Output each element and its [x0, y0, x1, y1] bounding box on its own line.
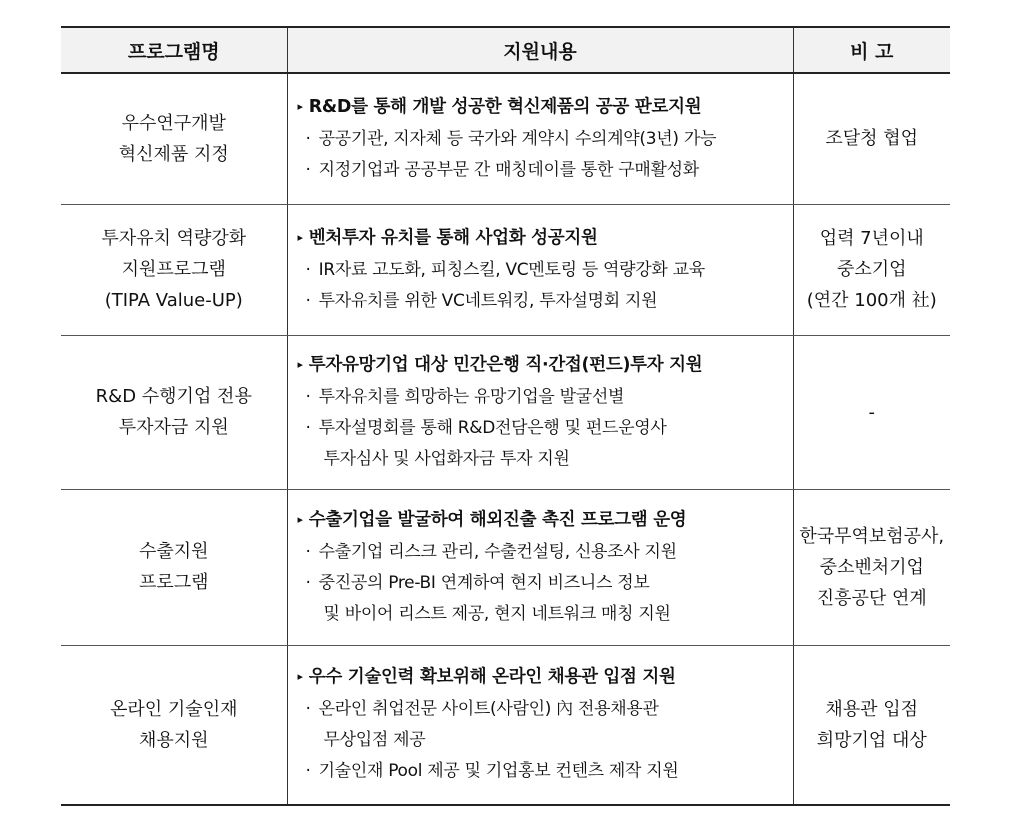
support-content-cell — [287, 489, 793, 645]
header-remarks: 비 고 — [793, 27, 950, 73]
content-item-continuation: 무상입점 제공 — [323, 730, 426, 751]
content-item: · 온라인 취업전문 사이트(사람인) 內 전용채용관 — [305, 699, 659, 720]
program-name-line: 수출지원 — [138, 541, 209, 562]
program-name-cell — [61, 645, 287, 805]
content-heading: ▸ 투자유망기업 대상 민간은행 직·간접(펀드)투자 지원 — [297, 354, 703, 375]
content-item: · IR자료 고도화, 피칭스킬, VC멘토링 등 역량강화 교육 — [305, 259, 705, 280]
table-row — [61, 489, 950, 645]
content-heading: ▸ 우수 기술인력 확보위해 온라인 채용관 입점 지원 — [297, 667, 676, 688]
remarks-line: 희망기업 대상 — [816, 729, 927, 751]
table-row — [61, 73, 950, 204]
program-name-line: R&D 수행기업 전용 — [95, 386, 252, 407]
table-row — [61, 335, 950, 489]
triangle-bullet-icon: ▸ — [297, 230, 303, 244]
program-name-line: 프로그램 — [138, 572, 209, 593]
remarks-cell — [793, 489, 950, 645]
dot-bullet-icon: · — [305, 159, 311, 180]
support-content-cell — [287, 335, 793, 489]
dot-bullet-icon: · — [305, 417, 311, 438]
remarks-line: 채용관 입점 — [825, 698, 919, 720]
remarks-cell — [793, 204, 950, 335]
dot-bullet-icon: · — [305, 541, 311, 562]
remarks-cell — [793, 335, 950, 489]
content-item: · 지정기업과 공공부문 간 매칭데이를 통한 구매활성화 — [305, 159, 699, 180]
content-item: · 기술인재 Pool 제공 및 기업홍보 컨텐츠 제작 지원 — [305, 761, 679, 782]
header-support-content: 지원내용 — [287, 27, 793, 73]
program-name-line: 혁신제품 지정 — [118, 143, 229, 165]
remarks-line: (연간 100개 社) — [806, 290, 937, 311]
remarks-line: 업력 7년이내 — [819, 228, 924, 249]
content-heading: ▸ R&D를 통해 개발 성공한 혁신제품의 공공 판로지원 — [297, 96, 702, 117]
triangle-bullet-icon: ▸ — [297, 670, 303, 684]
program-name-line: 우수연구개발 — [121, 112, 226, 134]
program-name-cell — [61, 489, 287, 645]
remarks-cell — [793, 73, 950, 204]
support-content-cell — [287, 645, 793, 805]
content-item: · 중진공의 Pre-BI 연계하여 현지 비즈니스 정보 — [305, 572, 650, 593]
header-program-name: 프로그램명 — [61, 27, 287, 73]
dot-bullet-icon: · — [305, 259, 311, 280]
content-heading: ▸ 벤처투자 유치를 통해 사업화 성공지원 — [297, 227, 598, 248]
triangle-bullet-icon: ▸ — [297, 512, 303, 526]
content-heading: ▸ 수출기업을 발굴하여 해외진출 촉진 프로그램 운영 — [297, 509, 687, 530]
content-item: · 수출기업 리스크 관리, 수출컨설팅, 신용조사 지원 — [305, 541, 677, 562]
program-name-line: 투자자금 지원 — [118, 417, 229, 438]
program-name-cell — [61, 204, 287, 335]
program-name-line: 투자유치 역량강화 — [101, 228, 247, 249]
remarks-line: 중소벤처기업 — [819, 556, 924, 578]
dot-bullet-icon: · — [305, 699, 311, 720]
program-name-line: 채용지원 — [138, 729, 209, 751]
remarks-line: 조달청 협업 — [825, 128, 919, 150]
triangle-bullet-icon: ▸ — [297, 357, 303, 371]
content-item: · 투자유치를 위한 VC네트워킹, 투자설명회 지원 — [305, 290, 658, 311]
support-program-table — [61, 26, 950, 806]
remarks-line: 한국무역보험공사, — [799, 525, 945, 547]
remarks-line: - — [868, 401, 875, 423]
dot-bullet-icon: · — [305, 572, 311, 593]
program-name-cell — [61, 335, 287, 489]
dot-bullet-icon: · — [305, 761, 311, 782]
header-row — [61, 27, 950, 73]
remarks-line: 중소기업 — [836, 259, 907, 280]
program-name-line: 온라인 기술인재 — [110, 698, 238, 720]
program-name-cell — [61, 73, 287, 204]
content-item-continuation: 및 바이어 리스트 제공, 현지 네트워크 매칭 지원 — [323, 603, 671, 624]
content-item: · 투자유치를 희망하는 유망기업을 발굴선별 — [305, 386, 625, 407]
content-item: · 투자설명회를 통해 R&D전담은행 및 펀드운영사 — [305, 417, 667, 438]
table-row — [61, 645, 950, 805]
dot-bullet-icon: · — [305, 386, 311, 407]
content-item: · 공공기관, 지자체 등 국가와 계약시 수의계약(3년) 가능 — [305, 128, 717, 149]
remarks-line: 진흥공단 연계 — [816, 587, 927, 609]
support-content-cell — [287, 73, 793, 204]
support-content-cell — [287, 204, 793, 335]
program-name-line: 지원프로그램 — [121, 259, 226, 280]
dot-bullet-icon: · — [305, 128, 311, 149]
table-row — [61, 204, 950, 335]
remarks-cell — [793, 645, 950, 805]
program-name-line: (TIPA Value-UP) — [104, 290, 243, 311]
content-item-continuation: 투자심사 및 사업화자금 투자 지원 — [323, 448, 570, 469]
triangle-bullet-icon: ▸ — [297, 99, 303, 113]
dot-bullet-icon: · — [305, 290, 311, 311]
